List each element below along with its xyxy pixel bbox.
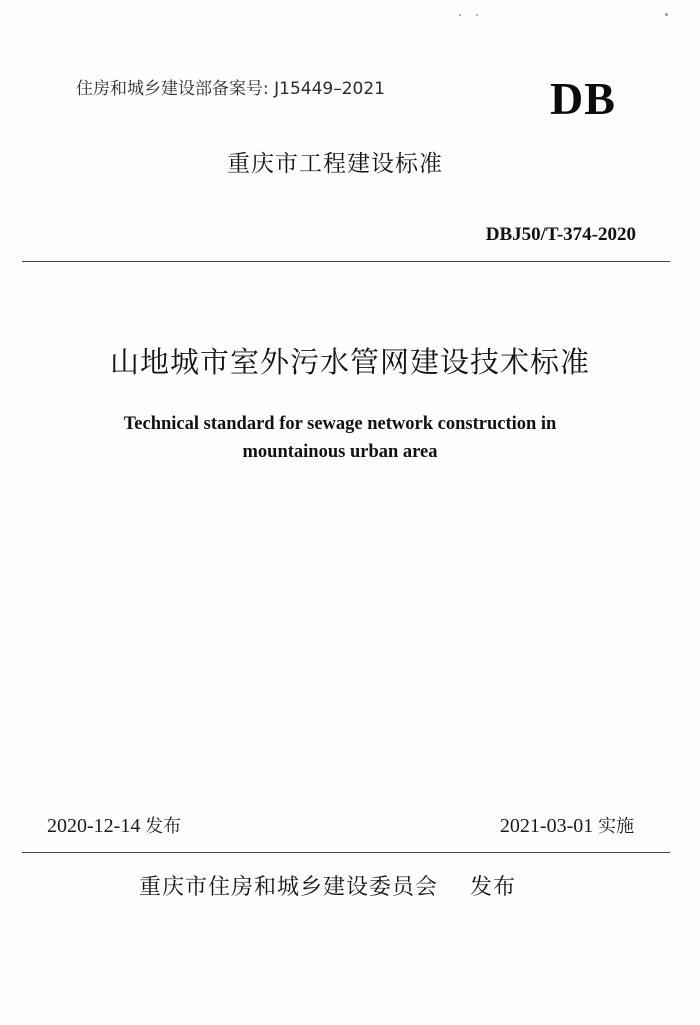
scan-speck — [476, 14, 478, 16]
implementation-date: 2021-03-01 — [499, 815, 594, 837]
standard-mark-logo: DB — [550, 73, 616, 124]
implementation-label: 实施 — [598, 816, 634, 837]
document-title-chinese: 山地城市室外污水管网建设技术标准 — [109, 345, 590, 379]
issue-label: 发布 — [145, 816, 182, 837]
issue-date-block — [47, 812, 181, 838]
standard-number: DBJ50/T-374-2020 — [485, 224, 636, 245]
implementation-date-block — [500, 812, 634, 838]
document-title-english — [0, 410, 680, 466]
filing-number: 住房和城乡建设部备案号: J15449–2021 — [76, 79, 385, 99]
scan-speck — [665, 13, 668, 16]
publisher-action: 发布 — [470, 875, 517, 900]
top-divider — [22, 261, 670, 262]
scan-speck — [459, 14, 461, 16]
bottom-divider — [22, 852, 670, 853]
publisher-line — [139, 870, 516, 901]
publisher-name: 重庆市住房和城乡建设委员会 — [139, 875, 439, 900]
issue-date: 2020-12-14 — [47, 815, 141, 837]
standard-type-heading: 重庆市工程建设标准 — [227, 151, 443, 177]
english-title-line-1: Technical standard for sewage network construction in — [123, 414, 557, 434]
english-title-line-2: mountainous urban area — [242, 442, 438, 462]
